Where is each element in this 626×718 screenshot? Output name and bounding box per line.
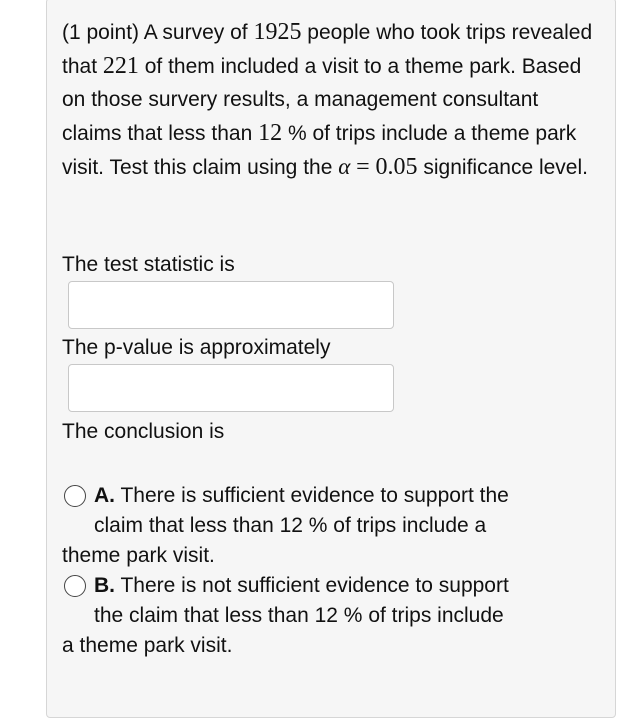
option-a-letter: A. bbox=[94, 484, 115, 507]
question-part-1: people who took trips revealed that bbox=[62, 21, 593, 78]
p-value-label: The p-value is approximately bbox=[62, 336, 331, 359]
option-a-text-3: theme park visit. bbox=[62, 544, 215, 567]
question-part-4: significance level. bbox=[423, 156, 588, 179]
conclusion-label: The conclusion is bbox=[62, 420, 225, 443]
option-a[interactable] bbox=[62, 481, 572, 571]
test-statistic-input[interactable] bbox=[68, 281, 394, 329]
alpha-value: 0.05 bbox=[375, 154, 418, 180]
option-b-letter: B. bbox=[94, 574, 115, 597]
option-a-text-1: There is sufficient evidence to support the bbox=[120, 484, 509, 507]
option-b-text-2: the claim that less than 12 % of trips include bbox=[94, 604, 504, 627]
alpha-equals: = bbox=[356, 154, 370, 180]
test-statistic-label: The test statistic is bbox=[62, 253, 235, 276]
p-value-input[interactable] bbox=[68, 364, 394, 412]
alpha-symbol: α bbox=[338, 154, 351, 179]
claim-percent: 12 bbox=[258, 119, 283, 146]
people-count: 1925 bbox=[253, 19, 302, 45]
visit-count: 221 bbox=[102, 52, 139, 79]
option-a-radio[interactable] bbox=[64, 485, 86, 507]
question-part-3: % of trips include a theme park visit. Test this claim using the bbox=[62, 121, 577, 179]
option-b-text-1: There is not sufficient evidence to support bbox=[120, 574, 509, 597]
option-b[interactable] bbox=[62, 571, 572, 661]
option-b-text-3: a theme park visit. bbox=[62, 634, 233, 657]
question-text bbox=[62, 16, 602, 185]
question-part-2: of them included a visit to a theme park. Based on those survery results, a management consultant claims that less than bbox=[62, 54, 582, 145]
option-a-text-2: claim that less than 12 % of trips include a bbox=[94, 514, 487, 537]
option-b-radio[interactable] bbox=[64, 575, 86, 597]
question-intro: (1 point) A survey of bbox=[62, 21, 248, 44]
